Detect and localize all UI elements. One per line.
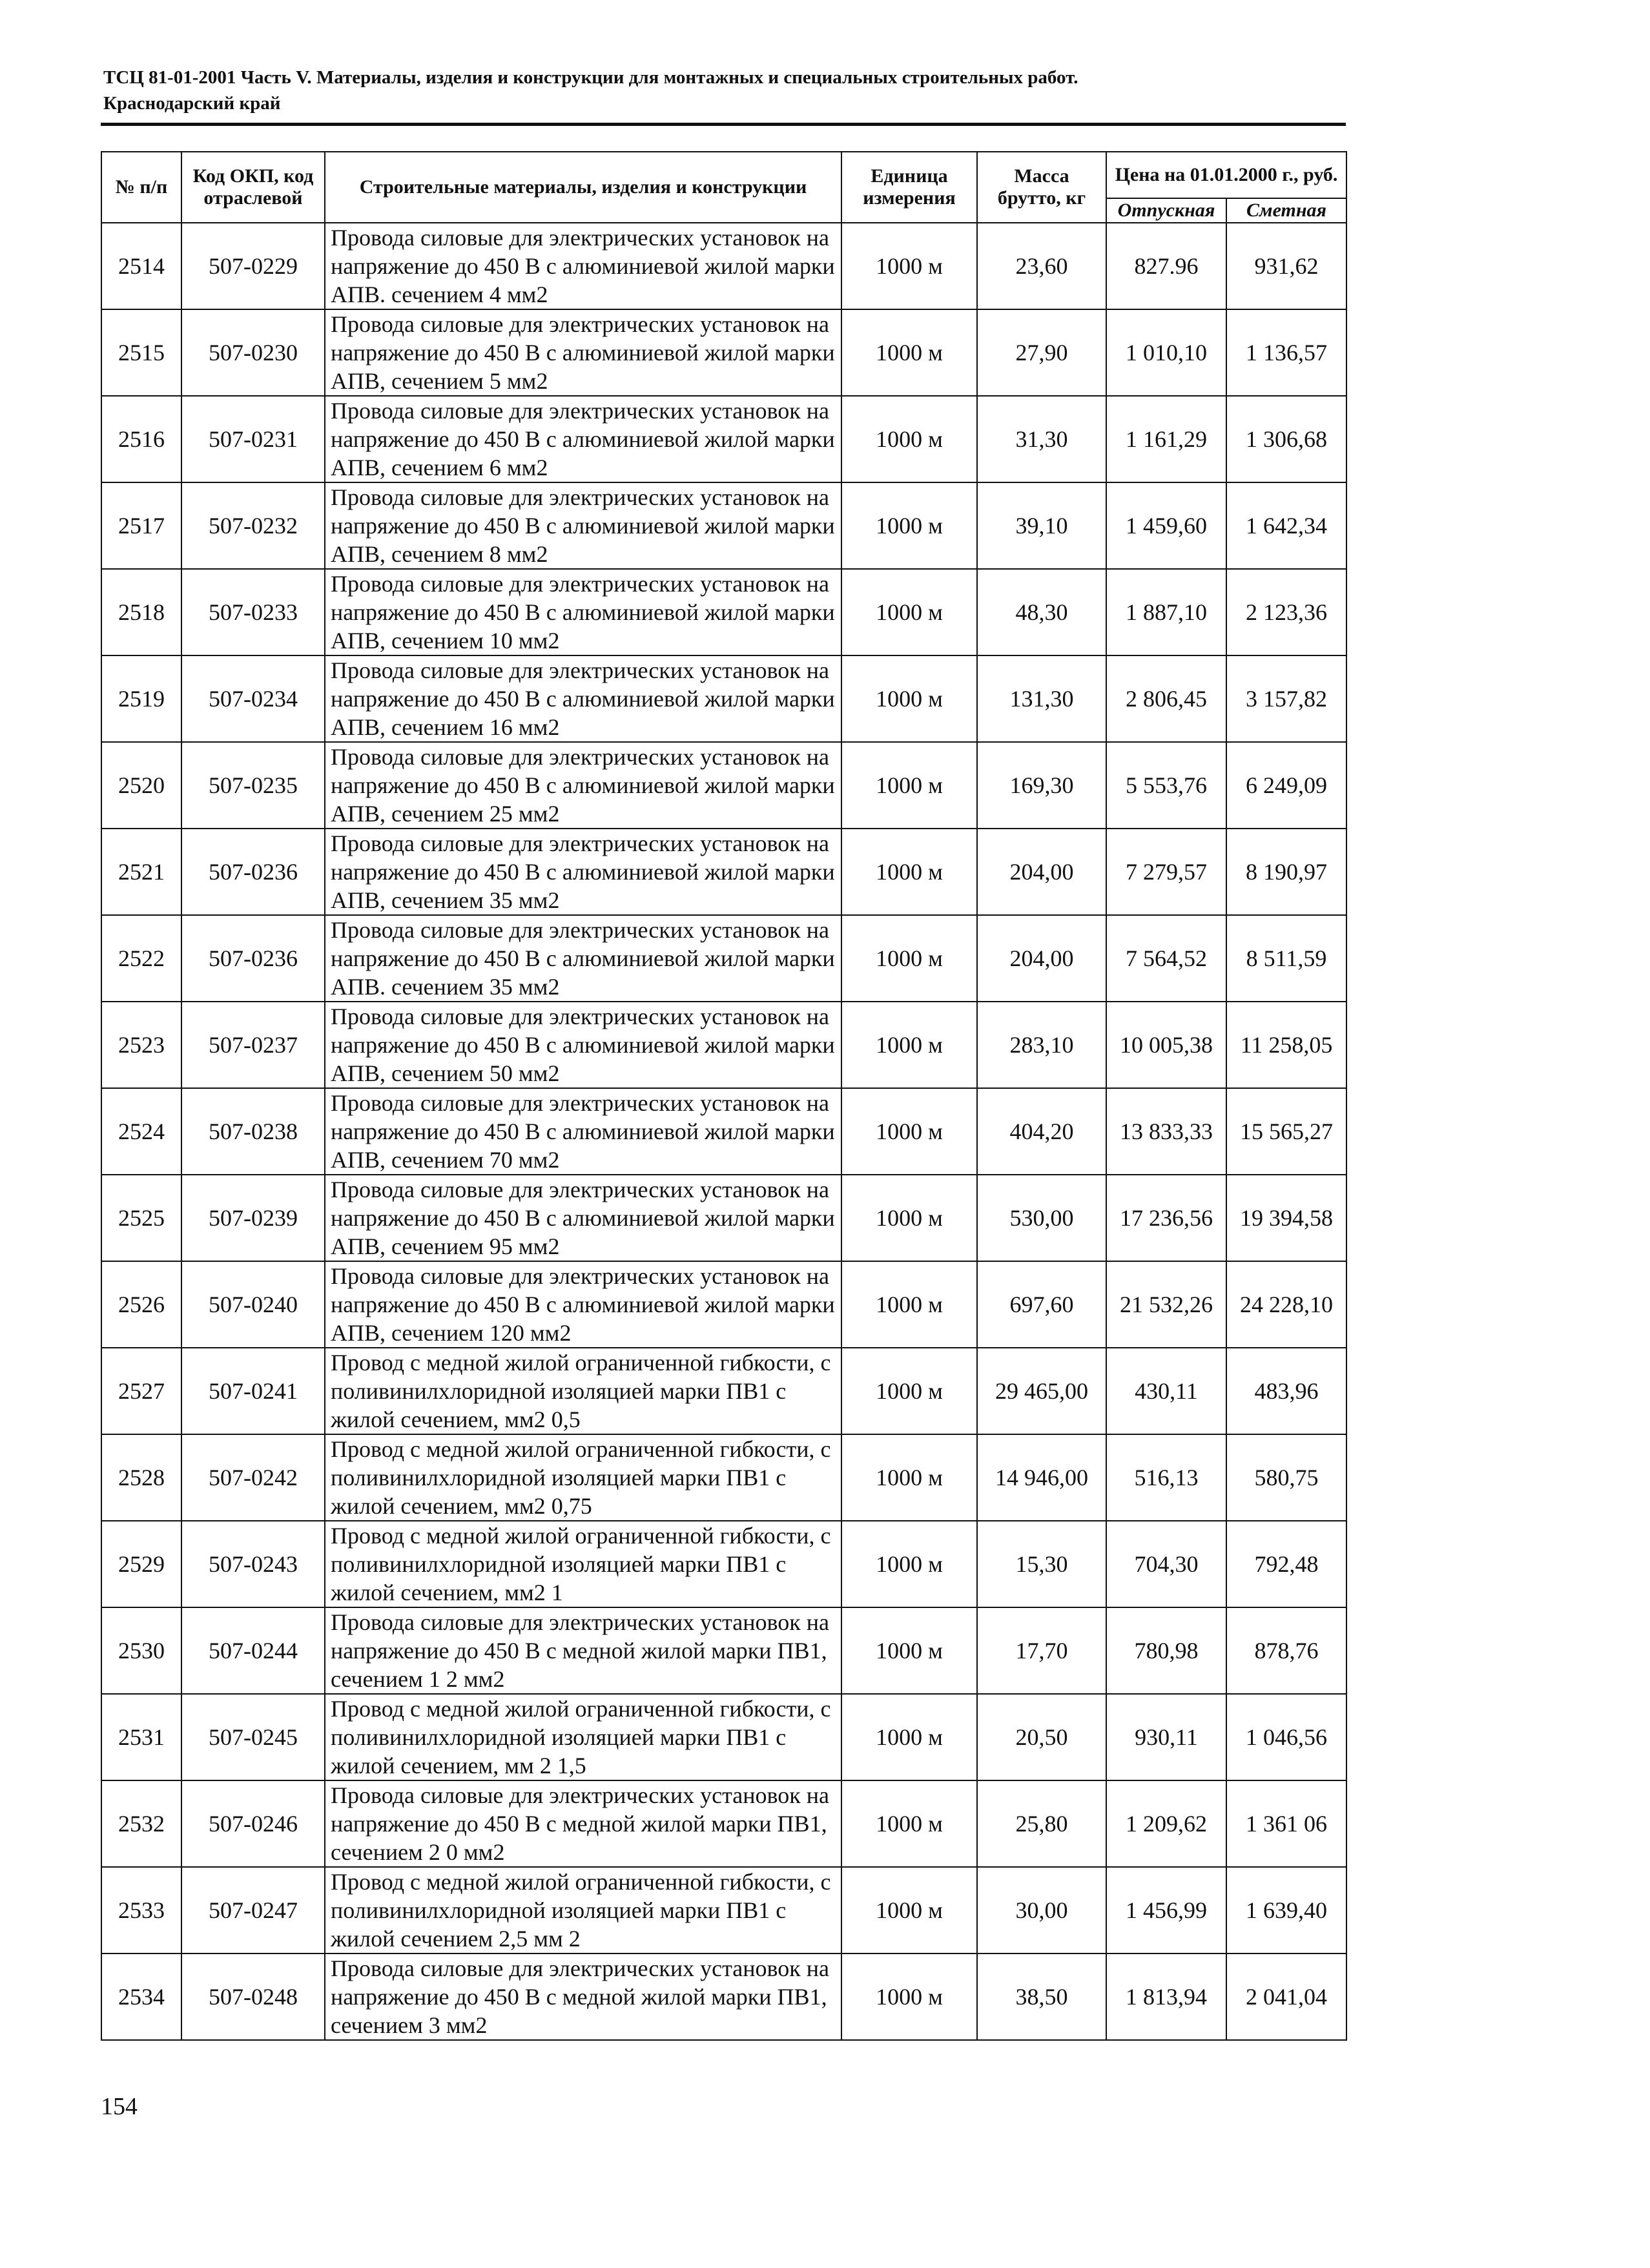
cell-num: 2516 (101, 396, 181, 482)
cell-release-price: 780,98 (1106, 1607, 1226, 1694)
cell-code: 507-0230 (181, 309, 325, 396)
cell-estimate-price: 931,62 (1226, 223, 1346, 309)
cell-name: Провод с медной жилой ограниченной гибкости, с поливинилхлоридной изоляцией марки ПВ1 с жилой сечением, мм2 0,75 (325, 1434, 841, 1521)
table-body (101, 223, 1346, 2040)
cell-mass: 25,80 (977, 1780, 1106, 1867)
table-row (101, 1954, 1346, 2040)
cell-mass: 27,90 (977, 309, 1106, 396)
cell-release-price: 1 813,94 (1106, 1954, 1226, 2040)
cell-estimate-price: 1 639,40 (1226, 1867, 1346, 1954)
cell-unit: 1000 м (841, 1867, 977, 1954)
cell-name: Провод с медной жилой ограниченной гибкости, с поливинилхлоридной изоляцией марки ПВ1 с жилой сечением, мм 2 1,5 (325, 1694, 841, 1780)
cell-num: 2519 (101, 655, 181, 742)
cell-release-price: 7 564,52 (1106, 915, 1226, 1002)
table-row (101, 396, 1346, 482)
cell-release-price: 516,13 (1106, 1434, 1226, 1521)
table-row (101, 915, 1346, 1002)
cell-unit: 1000 м (841, 396, 977, 482)
table-row (101, 223, 1346, 309)
table-row (101, 1780, 1346, 1867)
cell-name: Провода силовые для электрических установок на напряжение до 450 В с алюминиевой жилой марки АПВ, сечением 8 мм2 (325, 482, 841, 569)
cell-code: 507-0236 (181, 915, 325, 1002)
cell-release-price: 1 010,10 (1106, 309, 1226, 396)
cell-estimate-price: 1 361 06 (1226, 1780, 1346, 1867)
cell-code: 507-0237 (181, 1002, 325, 1088)
cell-name: Провода силовые для электрических установок на напряжение до 450 В с алюминиевой жилой марки АПВ, сечением 120 мм2 (325, 1261, 841, 1348)
cell-release-price: 21 532,26 (1106, 1261, 1226, 1348)
cell-estimate-price: 1 046,56 (1226, 1694, 1346, 1780)
cell-code: 507-0239 (181, 1175, 325, 1261)
cell-unit: 1000 м (841, 1434, 977, 1521)
cell-name: Провод с медной жилой ограниченной гибкости, с поливинилхлоридной изоляцией марки ПВ1 с жилой сечением 2,5 мм 2 (325, 1867, 841, 1954)
cell-code: 507-0248 (181, 1954, 325, 2040)
col-header-name: Строительные материалы, изделия и конструкции (325, 152, 841, 223)
cell-name: Провода силовые для электрических установок на напряжение до 450 В с алюминиевой жилой марки АПВ, сечением 50 мм2 (325, 1002, 841, 1088)
cell-estimate-price: 8 511,59 (1226, 915, 1346, 1002)
cell-unit: 1000 м (841, 1694, 977, 1780)
cell-num: 2520 (101, 742, 181, 829)
cell-unit: 1000 м (841, 742, 977, 829)
col-header-price: Цена на 01.01.2000 г., руб. (1106, 152, 1346, 198)
cell-code: 507-0247 (181, 1867, 325, 1954)
cell-estimate-price: 792,48 (1226, 1521, 1346, 1607)
cell-num: 2525 (101, 1175, 181, 1261)
page-number: 154 (101, 2093, 138, 2120)
cell-code: 507-0229 (181, 223, 325, 309)
table-row (101, 1867, 1346, 1954)
table-row (101, 1521, 1346, 1607)
cell-unit: 1000 м (841, 223, 977, 309)
cell-num: 2527 (101, 1348, 181, 1434)
cell-code: 507-0242 (181, 1434, 325, 1521)
cell-mass: 697,60 (977, 1261, 1106, 1348)
cell-estimate-price: 19 394,58 (1226, 1175, 1346, 1261)
cell-estimate-price: 1 642,34 (1226, 482, 1346, 569)
table-row (101, 829, 1346, 915)
cell-release-price: 1 887,10 (1106, 569, 1226, 655)
cell-num: 2521 (101, 829, 181, 915)
col-header-unit: Единица измерения (841, 152, 977, 223)
cell-name: Провода силовые для электрических установок на напряжение до 450 В с алюминиевой жилой марки АПВ, сечением 35 мм2 (325, 829, 841, 915)
cell-name: Провода силовые для электрических установок на напряжение до 450 В с алюминиевой жилой марки АПВ, сечением 6 мм2 (325, 396, 841, 482)
cell-code: 507-0245 (181, 1694, 325, 1780)
cell-mass: 38,50 (977, 1954, 1106, 2040)
table-row (101, 1434, 1346, 1521)
cell-release-price: 704,30 (1106, 1521, 1226, 1607)
cell-num: 2533 (101, 1867, 181, 1954)
cell-unit: 1000 м (841, 309, 977, 396)
table-row (101, 569, 1346, 655)
cell-code: 507-0238 (181, 1088, 325, 1175)
cell-name: Провода силовые для электрических установок на напряжение до 450 В с алюминиевой жилой марки АПВ. сечением 4 мм2 (325, 223, 841, 309)
cell-release-price: 1 459,60 (1106, 482, 1226, 569)
cell-estimate-price: 11 258,05 (1226, 1002, 1346, 1088)
cell-mass: 530,00 (977, 1175, 1106, 1261)
cell-num: 2517 (101, 482, 181, 569)
cell-num: 2528 (101, 1434, 181, 1521)
cell-unit: 1000 м (841, 1261, 977, 1348)
cell-unit: 1000 м (841, 829, 977, 915)
cell-unit: 1000 м (841, 1348, 977, 1434)
col-header-mass: Масса брутто, кг (977, 152, 1106, 223)
cell-unit: 1000 м (841, 1780, 977, 1867)
cell-mass: 131,30 (977, 655, 1106, 742)
cell-mass: 39,10 (977, 482, 1106, 569)
col-header-num: № п/п (101, 152, 181, 223)
cell-estimate-price: 580,75 (1226, 1434, 1346, 1521)
cell-unit: 1000 м (841, 1954, 977, 2040)
cell-release-price: 1 209,62 (1106, 1780, 1226, 1867)
cell-mass: 204,00 (977, 915, 1106, 1002)
cell-name: Провода силовые для электрических установок на напряжение до 450 В с алюминиевой жилой марки АПВ, сечением 70 мм2 (325, 1088, 841, 1175)
cell-release-price: 17 236,56 (1106, 1175, 1226, 1261)
cell-release-price: 13 833,33 (1106, 1088, 1226, 1175)
table-row (101, 1002, 1346, 1088)
cell-unit: 1000 м (841, 1521, 977, 1607)
cell-estimate-price: 24 228,10 (1226, 1261, 1346, 1348)
cell-num: 2522 (101, 915, 181, 1002)
cell-unit: 1000 м (841, 1088, 977, 1175)
cell-name: Провода силовые для электрических установок на напряжение до 450 В с алюминиевой жилой марки АПВ, сечением 10 мм2 (325, 569, 841, 655)
cell-mass: 23,60 (977, 223, 1106, 309)
cell-release-price: 1 161,29 (1106, 396, 1226, 482)
cell-estimate-price: 8 190,97 (1226, 829, 1346, 915)
cell-mass: 14 946,00 (977, 1434, 1106, 1521)
cell-unit: 1000 м (841, 1607, 977, 1694)
cell-release-price: 430,11 (1106, 1348, 1226, 1434)
cell-mass: 48,30 (977, 569, 1106, 655)
cell-name: Провода силовые для электрических установок на напряжение до 450 В с алюминиевой жилой марки АПВ, сечением 95 мм2 (325, 1175, 841, 1261)
cell-mass: 15,30 (977, 1521, 1106, 1607)
cell-num: 2526 (101, 1261, 181, 1348)
table-row (101, 482, 1346, 569)
cell-num: 2529 (101, 1521, 181, 1607)
cell-release-price: 2 806,45 (1106, 655, 1226, 742)
cell-name: Провод с медной жилой ограниченной гибкости, с поливинилхлоридной изоляцией марки ПВ1 с жилой сечением, мм2 1 (325, 1521, 841, 1607)
price-table (101, 151, 1347, 2041)
cell-mass: 31,30 (977, 396, 1106, 482)
cell-release-price: 930,11 (1106, 1694, 1226, 1780)
cell-name: Провода силовые для электрических установок на напряжение до 450 В с алюминиевой жилой марки АПВ, сечением 5 мм2 (325, 309, 841, 396)
cell-estimate-price: 2 041,04 (1226, 1954, 1346, 2040)
cell-code: 507-0233 (181, 569, 325, 655)
table-row (101, 1607, 1346, 1694)
cell-name: Провода силовые для электрических установок на напряжение до 450 В с алюминиевой жилой марки АПВ. сечением 35 мм2 (325, 915, 841, 1002)
cell-estimate-price: 15 565,27 (1226, 1088, 1346, 1175)
table-row (101, 742, 1346, 829)
cell-name: Провода силовые для электрических установок на напряжение до 450 В с алюминиевой жилой марки АПВ, сечением 25 мм2 (325, 742, 841, 829)
cell-mass: 283,10 (977, 1002, 1106, 1088)
cell-name: Провод с медной жилой ограниченной гибкости, с поливинилхлоридной изоляцией марки ПВ1 с жилой сечением, мм2 0,5 (325, 1348, 841, 1434)
cell-estimate-price: 3 157,82 (1226, 655, 1346, 742)
table-row (101, 1088, 1346, 1175)
cell-code: 507-0235 (181, 742, 325, 829)
cell-name: Провода силовые для электрических установок на напряжение до 450 В с медной жилой марки ПВ1, сечением 2 0 мм2 (325, 1780, 841, 1867)
cell-num: 2524 (101, 1088, 181, 1175)
cell-mass: 17,70 (977, 1607, 1106, 1694)
header-region: Краснодарский край (103, 93, 281, 114)
cell-num: 2531 (101, 1694, 181, 1780)
table-row (101, 1175, 1346, 1261)
cell-num: 2530 (101, 1607, 181, 1694)
cell-name: Провода силовые для электрических установок на напряжение до 450 В с медной жилой марки ПВ1, сечением 1 2 мм2 (325, 1607, 841, 1694)
cell-unit: 1000 м (841, 1002, 977, 1088)
cell-estimate-price: 878,76 (1226, 1607, 1346, 1694)
cell-mass: 29 465,00 (977, 1348, 1106, 1434)
cell-num: 2515 (101, 309, 181, 396)
cell-unit: 1000 м (841, 655, 977, 742)
table-row (101, 1348, 1346, 1434)
cell-release-price: 1 456,99 (1106, 1867, 1226, 1954)
table-row (101, 309, 1346, 396)
cell-num: 2523 (101, 1002, 181, 1088)
cell-code: 507-0243 (181, 1521, 325, 1607)
cell-release-price: 10 005,38 (1106, 1002, 1226, 1088)
cell-estimate-price: 1 136,57 (1226, 309, 1346, 396)
cell-mass: 20,50 (977, 1694, 1106, 1780)
cell-unit: 1000 м (841, 915, 977, 1002)
cell-code: 507-0231 (181, 396, 325, 482)
table-row (101, 1261, 1346, 1348)
cell-release-price: 7 279,57 (1106, 829, 1226, 915)
cell-code: 507-0234 (181, 655, 325, 742)
cell-code: 507-0241 (181, 1348, 325, 1434)
cell-estimate-price: 6 249,09 (1226, 742, 1346, 829)
cell-code: 507-0236 (181, 829, 325, 915)
cell-code: 507-0232 (181, 482, 325, 569)
table-row (101, 1694, 1346, 1780)
cell-name: Провода силовые для электрических установок на напряжение до 450 В с медной жилой марки ПВ1, сечением 3 мм2 (325, 1954, 841, 2040)
cell-name: Провода силовые для электрических установок на напряжение до 450 В с алюминиевой жилой марки АПВ, сечением 16 мм2 (325, 655, 841, 742)
header-title: ТСЦ 81-01-2001 Часть V. Материалы, изделия и конструкции для монтажных и специальных строительных работ. (103, 67, 1078, 88)
cell-unit: 1000 м (841, 569, 977, 655)
col-header-estimate: Сметная (1226, 198, 1346, 223)
cell-unit: 1000 м (841, 1175, 977, 1261)
cell-estimate-price: 483,96 (1226, 1348, 1346, 1434)
cell-num: 2518 (101, 569, 181, 655)
cell-num: 2532 (101, 1780, 181, 1867)
page-header (103, 65, 1330, 116)
cell-release-price: 827.96 (1106, 223, 1226, 309)
cell-mass: 204,00 (977, 829, 1106, 915)
header-rule (101, 123, 1346, 126)
col-header-okp: Код ОКП, код отраслевой (181, 152, 325, 223)
cell-num: 2514 (101, 223, 181, 309)
cell-num: 2534 (101, 1954, 181, 2040)
cell-estimate-price: 2 123,36 (1226, 569, 1346, 655)
cell-release-price: 5 553,76 (1106, 742, 1226, 829)
col-header-release: Отпускная (1106, 198, 1226, 223)
cell-estimate-price: 1 306,68 (1226, 396, 1346, 482)
cell-mass: 404,20 (977, 1088, 1106, 1175)
table-row (101, 655, 1346, 742)
cell-mass: 30,00 (977, 1867, 1106, 1954)
cell-code: 507-0240 (181, 1261, 325, 1348)
cell-code: 507-0244 (181, 1607, 325, 1694)
cell-mass: 169,30 (977, 742, 1106, 829)
cell-code: 507-0246 (181, 1780, 325, 1867)
cell-unit: 1000 м (841, 482, 977, 569)
